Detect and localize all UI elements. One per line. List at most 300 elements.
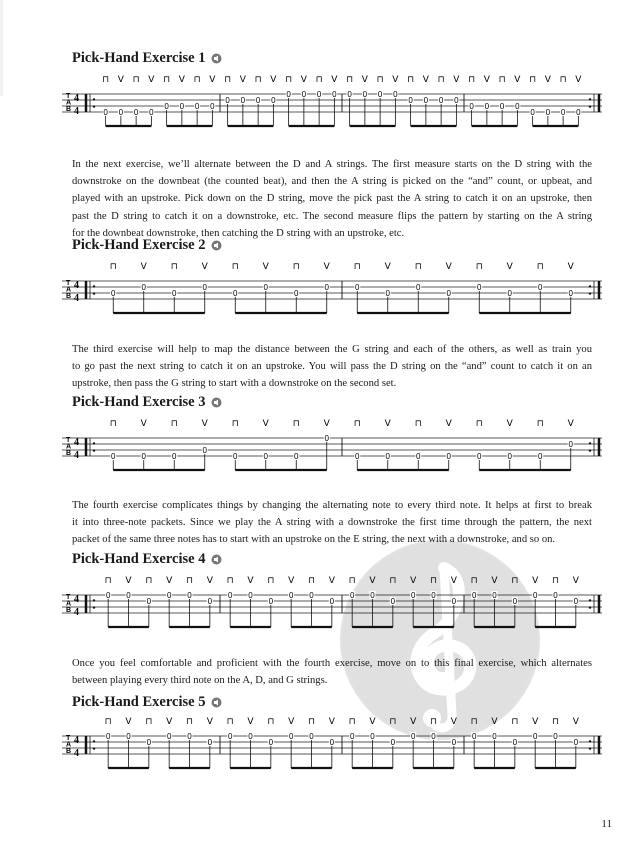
paragraph-line: The third exercise will help to map the distance between the G string and each of the others, as well as train you: [72, 344, 592, 355]
tab-note: 0: [149, 108, 154, 117]
pick-stroke-mark: ⊓: [348, 717, 356, 727]
pick-stroke-mark: ⊓: [348, 576, 356, 586]
pick-stroke-mark: V: [575, 75, 582, 85]
tab-staff-3: [62, 418, 602, 480]
tab-note: 0: [329, 597, 335, 606]
tab-note: 0: [207, 597, 213, 606]
paragraph-line: The fourth exercise complicates things by changing the alternating note to every third note. It helps at first to break: [72, 500, 592, 511]
tab-note: 0: [233, 289, 238, 298]
exercise-1-title: Pick-Hand Exercise 1: [72, 50, 206, 66]
speaker-icon[interactable]: [211, 239, 222, 256]
tab-note: 0: [492, 591, 497, 600]
tab-note: 0: [349, 732, 355, 741]
tab-clef-letter: A: [66, 99, 72, 107]
pick-stroke-mark: V: [544, 75, 551, 85]
pick-stroke-mark: ⊓: [170, 419, 178, 429]
pick-stroke-mark: V: [410, 576, 417, 586]
speaker-icon[interactable]: [211, 696, 222, 713]
tab-note: 0: [499, 102, 505, 111]
pick-stroke-mark: ⊓: [285, 75, 293, 85]
speaker-icon[interactable]: [211, 553, 222, 570]
pick-stroke-mark: V: [323, 419, 330, 429]
pick-stroke-mark: V: [125, 576, 132, 586]
pick-stroke-mark: ⊓: [389, 717, 397, 727]
pick-stroke-mark: ⊓: [254, 75, 262, 85]
exercise-4-title: Pick-Hand Exercise 4: [72, 551, 206, 567]
pick-stroke-mark: V: [491, 576, 498, 586]
repeat-dot: [589, 285, 591, 287]
repeat-dot: [589, 105, 591, 107]
pick-stroke-mark: V: [300, 75, 307, 85]
paragraph-line: upstroke, then pass the G string to start with a downstroke on the second set.: [72, 378, 397, 390]
tab-note: 0: [410, 591, 416, 600]
repeat-dot: [589, 442, 591, 444]
tab-note: 0: [515, 102, 520, 111]
tab-note: 0: [385, 452, 390, 461]
exercise-3-title: Pick-Hand Exercise 3: [72, 394, 206, 410]
tab-staff-4: [62, 575, 602, 637]
tab-note: 0: [507, 452, 512, 461]
pick-stroke-mark: ⊓: [170, 262, 178, 272]
speaker-icon[interactable]: [211, 52, 222, 69]
tab-note: 0: [484, 102, 490, 111]
pick-stroke-mark: ⊓: [551, 717, 560, 727]
repeat-dot: [93, 599, 95, 601]
pick-stroke-mark: ⊓: [292, 262, 300, 272]
repeat-dot: [589, 606, 591, 608]
tab-note: 0: [126, 591, 131, 600]
tab-note: 0: [423, 96, 429, 105]
repeat-dot: [93, 442, 95, 444]
tab-staff-1: [62, 74, 602, 136]
tab-note: 0: [286, 90, 291, 99]
tab-note: 0: [324, 434, 329, 443]
tab-note: 0: [538, 452, 543, 461]
treble-clef-watermark: [340, 540, 540, 740]
tab-clef-letter: T: [66, 93, 71, 100]
paragraph-4: [72, 655, 592, 689]
pick-stroke-mark: ⊓: [389, 576, 397, 586]
pick-stroke-mark: V: [148, 75, 155, 85]
tab-note: 0: [141, 452, 146, 461]
tab-note: 0: [187, 591, 192, 600]
paragraph-line: between playing every third note on the A, D, and G strings.: [72, 675, 328, 687]
pick-stroke-mark: ⊓: [226, 576, 234, 586]
pick-stroke-mark: ⊓: [511, 576, 519, 586]
tab-note: 0: [477, 452, 482, 461]
tab-note: 0: [309, 732, 314, 741]
tab-note: 0: [553, 591, 558, 600]
paragraph-line: In the next exercise, we’ll alternate between the D and A strings. The first measure starts on the D string with the: [72, 159, 592, 170]
tab-note: 0: [294, 452, 299, 461]
pick-stroke-mark: ⊓: [429, 576, 438, 586]
exercise-3-heading: [72, 394, 222, 413]
tab-note: 0: [454, 96, 459, 105]
tab-note: 0: [288, 591, 294, 600]
tab-note: 0: [263, 452, 268, 461]
pick-stroke-mark: V: [506, 262, 513, 272]
pick-stroke-mark: ⊓: [307, 717, 316, 727]
pick-stroke-mark: ⊓: [511, 717, 519, 727]
page-edge-mark: [0, 0, 3, 96]
tab-clef-letter: B: [66, 748, 72, 755]
tab-note: 0: [362, 90, 368, 99]
paragraph-line: Once you feel comfortable and proficient with the fourth exercise, move on to this final exercise, which alternates: [72, 658, 592, 669]
pick-stroke-mark: V: [328, 576, 335, 586]
tab-note: 0: [512, 597, 518, 606]
tab-clef-letter: A: [66, 286, 72, 294]
tab-note: 0: [263, 283, 268, 292]
tab-note: 0: [507, 289, 512, 298]
repeat-dot: [589, 740, 591, 742]
pick-stroke-mark: V: [392, 75, 399, 85]
time-signature-top: 4: [74, 93, 79, 104]
pick-stroke-mark: ⊓: [498, 75, 506, 85]
tab-note: 0: [301, 90, 307, 99]
tab-clef-letter: T: [66, 735, 71, 742]
tab-note: 0: [227, 591, 233, 600]
tab-note: 0: [576, 108, 581, 117]
pick-stroke-mark: V: [206, 717, 213, 727]
pick-stroke-mark: V: [514, 75, 521, 85]
pick-stroke-mark: ⊓: [551, 576, 560, 586]
paragraph-1: [72, 156, 592, 242]
tab-note: 0: [202, 283, 207, 292]
tab-note: 0: [103, 108, 108, 117]
tab-note: 0: [385, 289, 390, 298]
time-signature-top: 4: [74, 280, 79, 291]
tab-note: 0: [545, 108, 551, 117]
tab-note: 0: [194, 102, 200, 111]
pick-stroke-mark: ⊓: [267, 717, 275, 727]
tab-clef-letter: B: [66, 450, 72, 457]
tab-note: 0: [393, 90, 398, 99]
repeat-dot: [93, 105, 95, 107]
pick-stroke-mark: V: [572, 717, 579, 727]
pick-stroke-mark: ⊓: [193, 75, 201, 85]
tab-clef-letter: B: [66, 106, 72, 113]
tab-note: 0: [390, 738, 396, 747]
repeat-dot: [589, 292, 591, 294]
pick-stroke-mark: V: [410, 717, 417, 727]
repeat-dot: [93, 740, 95, 742]
tab-note: 0: [233, 452, 238, 461]
time-signature-bottom: 4: [74, 450, 79, 461]
pick-stroke-mark: ⊓: [292, 419, 300, 429]
exercise-5-heading: [72, 694, 222, 713]
tab-note: 0: [225, 96, 230, 105]
pick-stroke-mark: ⊓: [475, 262, 483, 272]
tab-note: 0: [202, 446, 207, 455]
repeat-dot: [93, 449, 95, 451]
pick-stroke-mark: V: [450, 717, 457, 727]
pick-stroke-mark: ⊓: [376, 75, 384, 85]
tab-note: 0: [451, 738, 457, 747]
paragraph-line: packet of the same three notes has to start with an upstroke on the E string, the next with a downstroke, and so on.: [72, 534, 556, 546]
tab-note: 0: [248, 591, 253, 600]
tab-note: 0: [329, 738, 335, 747]
pick-stroke-mark: ⊓: [145, 576, 153, 586]
paragraph-line: played with an upstroke. Pick down on the D string, move the pick past the A string to catch it on an upstroke, then: [72, 193, 592, 205]
tab-note: 0: [332, 90, 337, 99]
pick-stroke-mark: V: [491, 717, 498, 727]
pick-stroke-mark: ⊓: [475, 419, 483, 429]
tab-note: 0: [126, 732, 131, 741]
pick-stroke-mark: ⊓: [132, 75, 140, 85]
tab-note: 0: [288, 732, 294, 741]
pick-stroke-mark: V: [532, 717, 539, 727]
tab-clef-letter: B: [66, 293, 72, 300]
time-signature-bottom: 4: [74, 748, 79, 759]
pick-stroke-mark: V: [288, 717, 295, 727]
paragraph-line: for the downbeat downstroke, then catching the D string with an upstroke, etc.: [72, 227, 405, 239]
pick-stroke-mark: V: [262, 419, 269, 429]
tab-note: 0: [105, 591, 111, 600]
exercise-4-heading: [72, 551, 222, 570]
pick-stroke-mark: ⊓: [536, 262, 544, 272]
time-signature-bottom: 4: [74, 293, 79, 304]
tab-note: 0: [255, 96, 261, 105]
tab-note: 0: [355, 283, 360, 292]
tab-note: 0: [210, 102, 215, 111]
pick-stroke-mark: V: [506, 419, 513, 429]
exercise-2-heading: [72, 237, 222, 256]
tab-note: 0: [179, 102, 185, 111]
tab-note: 0: [316, 90, 322, 99]
pick-stroke-mark: ⊓: [102, 75, 110, 85]
tab-note: 0: [469, 102, 474, 111]
pick-stroke-mark: ⊓: [470, 576, 478, 586]
tab-clef-letter: A: [66, 443, 72, 451]
paragraph-3: [72, 497, 592, 549]
tab-note: 0: [573, 738, 579, 747]
paragraph-line: to go past the next string to catch it on an upstroke. You will pass the D string on the “and” count to catch it on an: [72, 361, 592, 373]
tab-note: 0: [271, 96, 276, 105]
tab-note: 0: [477, 283, 482, 292]
pick-stroke-mark: V: [567, 262, 574, 272]
paragraph-line: it into three-note packets. Since we play the A string with a downstroke the first time through the pattern, the next: [72, 517, 592, 529]
pick-stroke-mark: ⊓: [231, 262, 239, 272]
pick-stroke-mark: V: [453, 75, 460, 85]
pick-stroke-mark: V: [206, 576, 213, 586]
tab-note: 0: [538, 283, 543, 292]
tab-note: 0: [416, 452, 421, 461]
paragraph-line: past the D string to catch it on a downstroke, etc. The second measure flips the pattern by starting on the A string: [72, 210, 592, 222]
tab-note: 0: [164, 102, 169, 111]
repeat-dot: [589, 98, 591, 100]
pick-stroke-mark: ⊓: [346, 75, 354, 85]
tab-note: 0: [347, 90, 352, 99]
pick-stroke-mark: V: [270, 75, 277, 85]
repeat-dot: [93, 285, 95, 287]
pick-stroke-mark: ⊓: [429, 717, 438, 727]
pick-stroke-mark: ⊓: [185, 717, 194, 727]
time-signature-top: 4: [74, 594, 79, 605]
tab-note: 0: [390, 597, 396, 606]
tab-note: 0: [118, 108, 124, 117]
tab-note: 0: [187, 732, 192, 741]
pick-stroke-mark: V: [445, 262, 452, 272]
tab-note: 0: [227, 732, 233, 741]
pick-stroke-mark: V: [140, 262, 147, 272]
tab-note: 0: [370, 591, 375, 600]
pick-stroke-mark: V: [178, 75, 185, 85]
repeat-dot: [93, 747, 95, 749]
tab-note: 0: [268, 738, 274, 747]
paragraph-2: [72, 341, 592, 393]
repeat-dot: [589, 449, 591, 451]
pick-stroke-mark: ⊓: [145, 717, 153, 727]
pick-stroke-mark: V: [239, 75, 246, 85]
time-signature-bottom: 4: [74, 607, 79, 618]
pick-stroke-mark: ⊓: [353, 419, 361, 429]
pick-stroke-mark: V: [166, 576, 173, 586]
tab-note: 0: [133, 108, 139, 117]
pick-stroke-mark: ⊓: [104, 576, 112, 586]
tab-note: 0: [166, 591, 172, 600]
tab-note: 0: [416, 283, 421, 292]
tab-note: 0: [438, 96, 444, 105]
tab-note: 0: [294, 289, 299, 298]
pick-stroke-mark: V: [572, 576, 579, 586]
tab-note: 0: [431, 732, 436, 741]
tab-clef-letter: T: [66, 594, 71, 601]
pick-stroke-mark: ⊓: [109, 419, 117, 429]
tab-note: 0: [240, 96, 246, 105]
tab-note: 0: [532, 732, 538, 741]
pick-stroke-mark: V: [201, 419, 208, 429]
pick-stroke-mark: V: [422, 75, 429, 85]
tab-note: 0: [446, 452, 451, 461]
pick-stroke-mark: V: [361, 75, 368, 85]
speaker-icon[interactable]: [211, 396, 222, 413]
pick-stroke-mark: V: [450, 576, 457, 586]
pick-stroke-mark: ⊓: [559, 75, 567, 85]
tab-note: 0: [408, 96, 413, 105]
pick-stroke-mark: ⊓: [267, 576, 275, 586]
pick-stroke-mark: ⊓: [468, 75, 476, 85]
pick-stroke-mark: V: [247, 576, 254, 586]
pick-stroke-mark: V: [384, 419, 391, 429]
tab-note: 0: [492, 732, 497, 741]
pick-stroke-mark: V: [247, 717, 254, 727]
tab-note: 0: [471, 591, 477, 600]
tab-note: 0: [172, 289, 177, 298]
pick-stroke-mark: V: [567, 419, 574, 429]
tab-note: 0: [512, 738, 518, 747]
tab-note: 0: [355, 452, 360, 461]
paragraph-line: downstroke on the downbeat (the counted beat), and then the A string is picked on the “and” count, or upbeat, and: [72, 176, 592, 188]
pick-stroke-mark: ⊓: [536, 419, 544, 429]
tab-note: 0: [573, 597, 579, 606]
tab-note: 0: [141, 283, 146, 292]
tab-note: 0: [207, 738, 213, 747]
tab-note: 0: [111, 289, 116, 298]
pick-stroke-mark: V: [288, 576, 295, 586]
tab-note: 0: [105, 732, 111, 741]
pick-stroke-mark: ⊓: [529, 75, 537, 85]
tab-note: 0: [370, 732, 375, 741]
repeat-dot: [589, 599, 591, 601]
tab-clef-letter: A: [66, 741, 72, 749]
tab-clef-letter: A: [66, 600, 72, 608]
exercise-1-heading: [72, 50, 222, 69]
repeat-dot: [93, 292, 95, 294]
tab-note: 0: [268, 597, 274, 606]
exercise-5-title: Pick-Hand Exercise 5: [72, 694, 206, 710]
pick-stroke-mark: ⊓: [109, 262, 117, 272]
tab-note: 0: [471, 732, 477, 741]
tab-note: 0: [166, 732, 172, 741]
pick-stroke-mark: V: [328, 717, 335, 727]
pick-stroke-mark: V: [483, 75, 490, 85]
tab-clef-letter: T: [66, 437, 71, 444]
tab-clef-letter: T: [66, 280, 71, 287]
repeat-dot: [589, 747, 591, 749]
tab-note: 0: [431, 591, 436, 600]
pick-stroke-mark: ⊓: [224, 75, 232, 85]
tab-clef-letter: B: [66, 607, 72, 614]
pick-stroke-mark: ⊓: [226, 717, 234, 727]
pick-stroke-mark: V: [125, 717, 132, 727]
tab-staff-2: [62, 261, 602, 323]
tab-note: 0: [309, 591, 314, 600]
pick-stroke-mark: ⊓: [185, 576, 194, 586]
pick-stroke-mark: V: [532, 576, 539, 586]
tab-note: 0: [146, 738, 152, 747]
tab-note: 0: [146, 597, 152, 606]
pick-stroke-mark: ⊓: [407, 75, 415, 85]
pick-stroke-mark: ⊓: [414, 262, 422, 272]
time-signature-top: 4: [74, 437, 79, 448]
pick-stroke-mark: V: [323, 262, 330, 272]
tab-note: 0: [451, 597, 457, 606]
pick-stroke-mark: V: [262, 262, 269, 272]
pick-stroke-mark: V: [166, 717, 173, 727]
repeat-dot: [93, 98, 95, 100]
pick-stroke-mark: V: [384, 262, 391, 272]
tab-note: 0: [248, 732, 253, 741]
pick-stroke-mark: ⊓: [231, 419, 239, 429]
pick-stroke-mark: V: [445, 419, 452, 429]
pick-stroke-mark: ⊓: [104, 717, 112, 727]
tab-note: 0: [324, 283, 329, 292]
tab-note: 0: [377, 90, 383, 99]
pick-stroke-mark: ⊓: [315, 75, 323, 85]
pick-stroke-mark: V: [369, 717, 376, 727]
pick-stroke-mark: ⊓: [470, 717, 478, 727]
tab-staff-5: [62, 716, 602, 778]
tab-note: 0: [560, 108, 566, 117]
pick-stroke-mark: V: [209, 75, 216, 85]
pick-stroke-mark: V: [117, 75, 124, 85]
tab-note: 0: [553, 732, 558, 741]
tab-note: 0: [446, 289, 451, 298]
pick-stroke-mark: ⊓: [163, 75, 171, 85]
page-number: 11: [601, 818, 612, 830]
pick-stroke-mark: ⊓: [437, 75, 445, 85]
pick-stroke-mark: V: [369, 576, 376, 586]
time-signature-bottom: 4: [74, 106, 79, 117]
pick-stroke-mark: V: [201, 262, 208, 272]
time-signature-top: 4: [74, 735, 79, 746]
tab-note: 0: [568, 289, 573, 298]
pick-stroke-mark: V: [140, 419, 147, 429]
tab-note: 0: [111, 452, 116, 461]
pick-stroke-mark: ⊓: [353, 262, 361, 272]
pick-stroke-mark: ⊓: [414, 419, 422, 429]
exercise-2-title: Pick-Hand Exercise 2: [72, 237, 206, 253]
